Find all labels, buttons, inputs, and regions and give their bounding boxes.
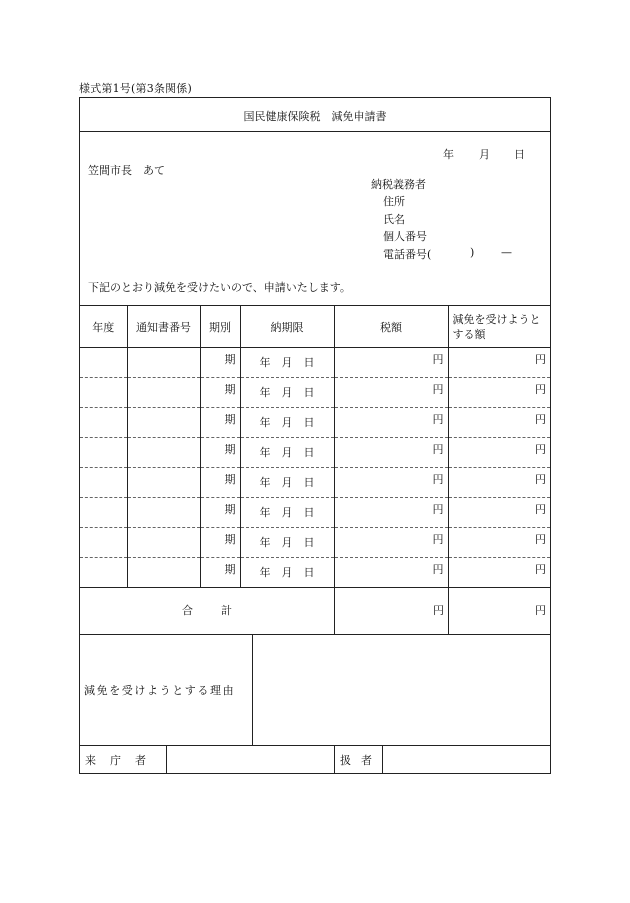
table-row bbox=[80, 528, 550, 558]
individual-number-label: 個人番号 bbox=[383, 230, 427, 243]
due-year-unit: 年 bbox=[259, 386, 271, 399]
period-cell[interactable] bbox=[200, 528, 240, 558]
reduction-amount-unit: 円 bbox=[535, 443, 546, 456]
reduction-amount-cell[interactable] bbox=[448, 408, 550, 438]
due-date-cell[interactable] bbox=[240, 438, 334, 468]
reduction-amount-unit: 円 bbox=[535, 533, 546, 546]
due-year-unit: 年 bbox=[259, 356, 271, 369]
name-label: 氏名 bbox=[383, 213, 405, 226]
period-cell[interactable] bbox=[200, 498, 240, 528]
table-header-row bbox=[80, 306, 550, 348]
tax-amount-unit: 円 bbox=[432, 353, 444, 366]
due-date-units bbox=[260, 438, 315, 460]
reduction-amount-cell[interactable] bbox=[448, 528, 550, 558]
fiscal-year-cell[interactable] bbox=[80, 558, 127, 588]
table-row bbox=[80, 438, 550, 468]
reduction-amount-cell[interactable] bbox=[448, 378, 550, 408]
reduction-amount-cell[interactable] bbox=[448, 438, 550, 468]
handler-label-cell bbox=[334, 745, 382, 773]
period-unit: 期 bbox=[224, 383, 236, 396]
due-day-unit: 日 bbox=[303, 416, 315, 429]
fiscal-year-cell[interactable] bbox=[80, 378, 127, 408]
total-label: 合計 bbox=[182, 604, 260, 617]
notice-number-cell[interactable] bbox=[127, 498, 200, 528]
reduction-amount-unit: 円 bbox=[535, 353, 546, 366]
form-title: 国民健康保険税 減免申請書 bbox=[243, 110, 387, 123]
notice-number-cell[interactable] bbox=[127, 378, 200, 408]
reduction-amount-cell[interactable] bbox=[448, 498, 550, 528]
title-row bbox=[80, 98, 550, 132]
due-month-unit: 月 bbox=[281, 476, 293, 489]
due-day-unit: 日 bbox=[303, 476, 315, 489]
header-period: 期別 bbox=[200, 306, 240, 348]
notice-number-cell[interactable] bbox=[127, 408, 200, 438]
period-cell[interactable] bbox=[200, 408, 240, 438]
due-date-units bbox=[260, 468, 315, 490]
due-day-unit: 日 bbox=[303, 536, 315, 549]
tax-amount-cell[interactable] bbox=[334, 468, 448, 498]
period-cell[interactable] bbox=[200, 558, 240, 588]
table-row bbox=[80, 558, 550, 588]
tax-amount-cell[interactable] bbox=[334, 438, 448, 468]
fiscal-year-cell[interactable] bbox=[80, 528, 127, 558]
reduction-amount-unit: 円 bbox=[535, 413, 546, 426]
table-row bbox=[80, 408, 550, 438]
reduction-amount-cell[interactable] bbox=[448, 558, 550, 588]
due-month-unit: 月 bbox=[281, 506, 293, 519]
due-date-cell[interactable] bbox=[240, 378, 334, 408]
fiscal-year-cell[interactable] bbox=[80, 498, 127, 528]
due-month-unit: 月 bbox=[281, 386, 293, 399]
tax-amount-cell[interactable] bbox=[334, 378, 448, 408]
tax-amount-unit: 円 bbox=[432, 503, 444, 516]
form-number-label: 様式第1号(第3条関係) bbox=[79, 82, 192, 95]
due-date-cell[interactable] bbox=[240, 558, 334, 588]
due-date-units bbox=[260, 348, 315, 370]
due-month-unit: 月 bbox=[281, 536, 293, 549]
visitor-field[interactable] bbox=[166, 745, 334, 773]
due-month-unit: 月 bbox=[281, 416, 293, 429]
period-cell[interactable] bbox=[200, 348, 240, 378]
phone-label: 電話番号( bbox=[383, 248, 432, 261]
period-unit: 期 bbox=[224, 563, 236, 576]
due-day-unit: 日 bbox=[303, 566, 315, 579]
header-reduction-amount: 減免を受けようとする額 bbox=[448, 306, 550, 348]
due-day-unit: 日 bbox=[303, 356, 315, 369]
due-date-cell[interactable] bbox=[240, 408, 334, 438]
handler-label: 扱者 bbox=[340, 754, 382, 767]
due-date-units bbox=[260, 528, 315, 550]
date-month-label: 月 bbox=[479, 148, 490, 161]
header-due-date: 納期限 bbox=[240, 306, 334, 348]
due-date-units bbox=[260, 378, 315, 400]
due-month-unit: 月 bbox=[281, 566, 293, 579]
notice-number-cell[interactable] bbox=[127, 558, 200, 588]
due-month-unit: 月 bbox=[281, 446, 293, 459]
reason-row bbox=[80, 634, 550, 746]
period-cell[interactable] bbox=[200, 438, 240, 468]
period-unit: 期 bbox=[224, 533, 236, 546]
table-row bbox=[80, 498, 550, 528]
tax-amount-cell[interactable] bbox=[334, 408, 448, 438]
reduction-amount-unit: 円 bbox=[535, 503, 546, 516]
due-year-unit: 年 bbox=[259, 446, 271, 459]
fiscal-year-cell[interactable] bbox=[80, 468, 127, 498]
total-reduction-unit: 円 bbox=[535, 604, 546, 617]
period-unit: 期 bbox=[224, 413, 236, 426]
reduction-amount-unit: 円 bbox=[535, 563, 546, 576]
tax-amount-unit: 円 bbox=[432, 473, 444, 486]
tax-table bbox=[80, 305, 550, 588]
handler-field[interactable] bbox=[382, 745, 550, 773]
reduction-amount-cell[interactable] bbox=[448, 468, 550, 498]
due-month-unit: 月 bbox=[281, 356, 293, 369]
due-day-unit: 日 bbox=[303, 446, 315, 459]
table-row bbox=[80, 378, 550, 408]
notice-number-cell[interactable] bbox=[127, 348, 200, 378]
date-day-label: 日 bbox=[514, 148, 525, 161]
tax-amount-unit: 円 bbox=[432, 533, 444, 546]
address-label: 住所 bbox=[383, 195, 405, 208]
due-year-unit: 年 bbox=[259, 416, 271, 429]
header-notice-number: 通知書番号 bbox=[127, 306, 200, 348]
tax-amount-cell[interactable] bbox=[334, 498, 448, 528]
addressee: 笠間市長 あて bbox=[88, 164, 165, 177]
header-tax-amount: 税額 bbox=[334, 306, 448, 348]
due-date-units bbox=[260, 558, 315, 580]
period-unit: 期 bbox=[224, 503, 236, 516]
visitor-label: 来庁者 bbox=[85, 754, 160, 767]
tax-amount-unit: 円 bbox=[432, 413, 444, 426]
tax-table-body bbox=[80, 348, 550, 588]
tax-amount-cell[interactable] bbox=[334, 528, 448, 558]
due-day-unit: 日 bbox=[303, 506, 315, 519]
header-fiscal-year: 年度 bbox=[80, 306, 127, 348]
reason-field[interactable] bbox=[252, 634, 550, 745]
taxpayer-heading: 納税義務者 bbox=[371, 178, 426, 191]
applicant-section bbox=[80, 131, 550, 305]
tax-amount-cell[interactable] bbox=[334, 348, 448, 378]
due-date-cell[interactable] bbox=[240, 498, 334, 528]
due-day-unit: 日 bbox=[303, 386, 315, 399]
notice-number-cell[interactable] bbox=[127, 468, 200, 498]
due-date-units bbox=[260, 408, 315, 430]
due-year-unit: 年 bbox=[259, 506, 271, 519]
due-date-cell[interactable] bbox=[240, 528, 334, 558]
reduction-amount-unit: 円 bbox=[535, 473, 546, 486]
period-unit: 期 bbox=[224, 473, 236, 486]
application-form bbox=[79, 97, 551, 774]
date-year-label: 年 bbox=[443, 148, 454, 161]
period-unit: 期 bbox=[224, 353, 236, 366]
period-cell[interactable] bbox=[200, 378, 240, 408]
tax-amount-cell[interactable] bbox=[334, 558, 448, 588]
due-date-units bbox=[260, 498, 315, 520]
due-date-cell[interactable] bbox=[240, 468, 334, 498]
period-cell[interactable] bbox=[200, 468, 240, 498]
due-year-unit: 年 bbox=[259, 536, 271, 549]
total-tax-cell[interactable] bbox=[334, 584, 448, 634]
fiscal-year-cell[interactable] bbox=[80, 408, 127, 438]
notice-number-cell[interactable] bbox=[127, 528, 200, 558]
reduction-amount-cell[interactable] bbox=[448, 348, 550, 378]
fiscal-year-cell[interactable] bbox=[80, 438, 127, 468]
reduction-amount-unit: 円 bbox=[535, 383, 546, 396]
reason-label: 減免を受けようとする理由 bbox=[84, 684, 236, 697]
phone-dash: — bbox=[501, 246, 512, 259]
notice-number-cell[interactable] bbox=[127, 438, 200, 468]
due-date-cell[interactable] bbox=[240, 348, 334, 378]
total-row bbox=[80, 584, 550, 635]
due-year-unit: 年 bbox=[259, 476, 271, 489]
table-row bbox=[80, 348, 550, 378]
period-unit: 期 bbox=[224, 443, 236, 456]
table-row bbox=[80, 468, 550, 498]
total-tax-unit: 円 bbox=[433, 604, 444, 617]
fiscal-year-cell[interactable] bbox=[80, 348, 127, 378]
total-reduction-cell[interactable] bbox=[448, 584, 550, 634]
request-statement: 下記のとおり減免を受けたいので、申請いたします。 bbox=[88, 281, 351, 294]
tax-amount-unit: 円 bbox=[432, 443, 444, 456]
tax-amount-unit: 円 bbox=[432, 383, 444, 396]
phone-close-paren: ) bbox=[470, 246, 475, 259]
footer-row bbox=[80, 745, 550, 773]
tax-amount-unit: 円 bbox=[432, 563, 444, 576]
due-year-unit: 年 bbox=[259, 566, 271, 579]
